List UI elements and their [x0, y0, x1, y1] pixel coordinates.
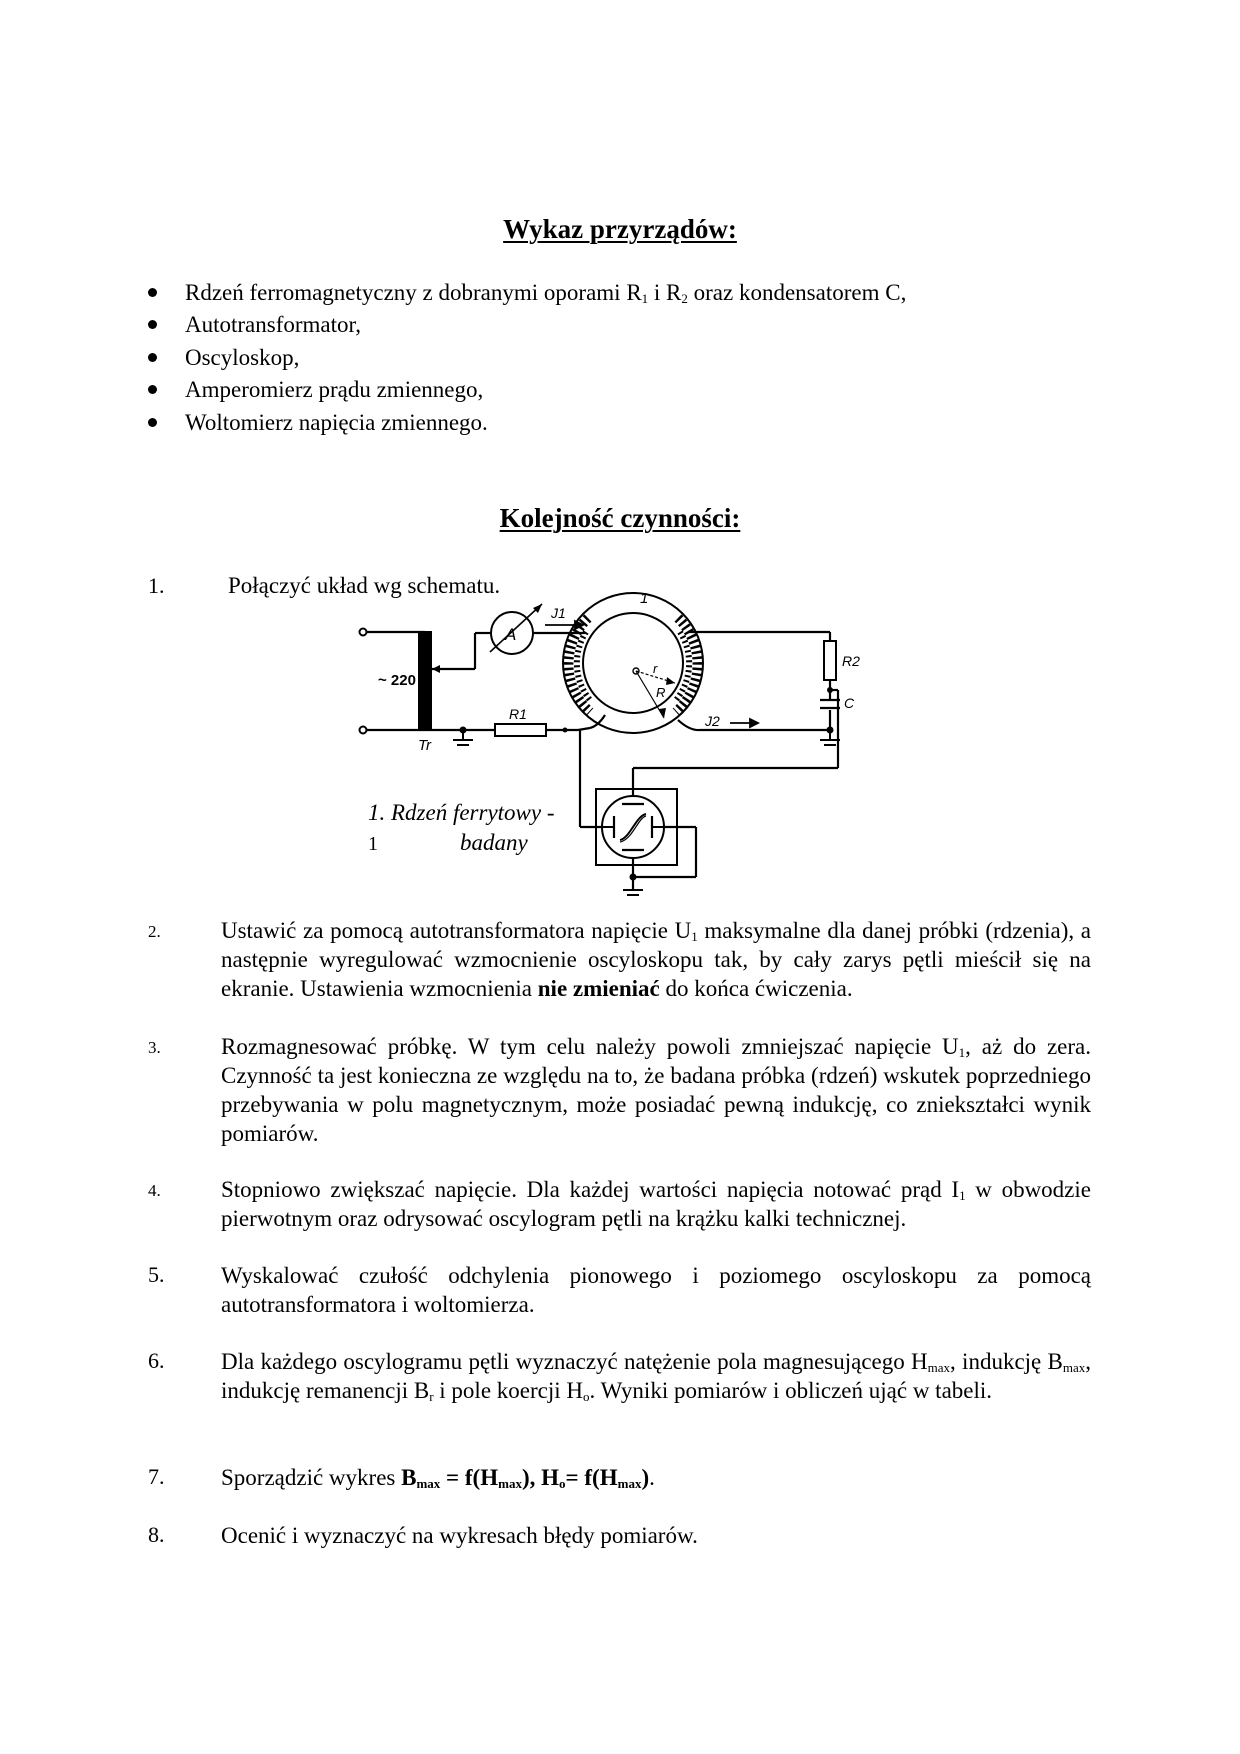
step-text: Połączyć układ wg schematu.	[228, 573, 501, 598]
text-run: Stopniowo zwiększać napięcie. Dla każdej wartości napięcia notować prąd I	[221, 1177, 960, 1202]
text-run: do końca ćwiczenia.	[659, 976, 853, 1001]
list-item-text: Autotransformator,	[185, 312, 362, 337]
current-j1-label: J1	[551, 605, 566, 621]
capacitor-label: C	[844, 695, 855, 711]
diagram-caption-subtext: badany	[460, 830, 528, 855]
list-item-text: Amperomierz prądu zmiennego,	[185, 377, 484, 402]
section-title-text: Kolejność czynności:	[499, 503, 741, 533]
terminal-bottom-icon	[360, 727, 367, 734]
text-run: Rdzeń ferromagnetyczny z dobranymi oporami R	[185, 280, 642, 305]
toroid-core-icon	[563, 593, 703, 733]
step-text: Ocenić i wyznaczyć na wykresach błędy pomiarów.	[221, 1523, 698, 1548]
step-number: 4.	[148, 1181, 161, 1200]
step-number: 1.	[148, 573, 165, 598]
core-label: 1	[640, 590, 649, 607]
list-item-text: Woltomierz napięcia zmiennego.	[185, 410, 488, 435]
oscilloscope-icon	[596, 789, 677, 865]
subscript: 1	[959, 1188, 966, 1203]
step-number: 5.	[148, 1262, 165, 1287]
subscript: max	[1062, 1360, 1086, 1375]
text-run: )	[641, 1465, 650, 1490]
r2-label: R2	[842, 653, 860, 669]
subscript: max	[498, 1476, 522, 1491]
subscript: max	[927, 1360, 951, 1375]
subscript: 1	[958, 1045, 966, 1060]
list-item-text: Oscyloskop,	[185, 345, 300, 370]
step-text	[221, 1463, 1091, 1492]
subscript: max	[617, 1476, 642, 1491]
text-run: Rozmagnesować próbkę. W tym celu należy powoli zmniejszać napięcie U	[221, 1034, 959, 1059]
step-number: 3.	[148, 1038, 161, 1057]
text-run: oraz kondensatorem C,	[687, 280, 907, 305]
ammeter-label: A	[505, 625, 517, 644]
arrow-right-icon	[730, 719, 758, 727]
subscript: r	[429, 1389, 434, 1404]
text-run: w obwodzie pierwotnym oraz odrysować oscylogram pętli na krążku kalki technicznej.	[221, 1177, 1091, 1231]
formula	[401, 1465, 649, 1490]
subscript: max	[416, 1476, 441, 1491]
section-title-text: Wykaz przyrządów:	[503, 214, 737, 244]
text-run: , indukcję B	[950, 1349, 1063, 1374]
text-run: .	[649, 1465, 655, 1490]
subscript: 1	[641, 291, 649, 306]
current-j2-label: J2	[705, 713, 720, 729]
transformer-label: Tr	[418, 737, 432, 754]
step-number: 8.	[148, 1522, 165, 1547]
radius-big-r-label: R	[656, 685, 666, 700]
step-text	[221, 916, 1091, 1003]
diagram-caption-number: 1	[368, 833, 378, 855]
diagram-caption: 1. Rdzeń ferrytowy -	[368, 800, 555, 825]
voltage-label: ~ 220 V	[378, 672, 431, 689]
resistor-r2-icon	[824, 641, 836, 680]
text-run: ), H	[521, 1465, 560, 1490]
step-number: 6.	[148, 1348, 165, 1373]
subscript: 2	[681, 291, 688, 306]
text-run: B	[401, 1465, 417, 1490]
terminal-top-icon	[360, 629, 367, 636]
r1-label: R1	[509, 706, 527, 722]
subscript: o	[559, 1476, 566, 1491]
step-text	[221, 1347, 1091, 1405]
step-text	[221, 1175, 1091, 1233]
text-run: maksymalne dla danej próbki (rdzenia), a następnie wyregulować wzmocnienie oscyloskopu tak, by cały zarys pętli mieścił się na ekranie. Ustawienia wzmocnienia	[221, 918, 1091, 1001]
emphasis: nie zmieniać	[537, 976, 660, 1001]
radius-r-label: r	[653, 661, 658, 676]
text-run: Ustawić za pomocą autotransformatora napięcie U	[221, 918, 692, 943]
text-run: , aż do zera. Czynność ta jest konieczna ze względu na to, że badana próbka (rdzeń) wskutek poprzedniego przebywania w polu magnetycznym, może posiadać pewną indukcję, co zniekształci wynik pomiarów.	[221, 1034, 1092, 1146]
step-text	[221, 1032, 1091, 1148]
text-run: Dla każdego oscylogramu pętli wyznaczyć natężenie pola magnesującego H	[221, 1349, 928, 1374]
text-run: i R	[648, 280, 682, 305]
subscript: o	[583, 1389, 590, 1404]
text-run: = f(H	[565, 1465, 618, 1490]
step-number: 7.	[148, 1464, 165, 1489]
text-run: = f(H	[440, 1465, 499, 1490]
ammeter-icon	[490, 604, 542, 654]
text-run: i pole koercji H	[433, 1378, 584, 1403]
text-run: Sporządzić wykres	[221, 1465, 402, 1490]
text-run: . Wyniki pomiarów i obliczeń ująć w tabeli.	[589, 1378, 993, 1403]
resistor-r1-icon	[495, 724, 546, 736]
subscript: 1	[691, 929, 698, 944]
step-number: 2.	[148, 922, 161, 941]
step-text: Wyskalować czułość odchylenia pionowego i poziomego oscyloskopu za pomocą autotransformatora i woltomierza.	[221, 1263, 1091, 1317]
text-run: , indukcję remanencji B	[221, 1349, 1091, 1403]
